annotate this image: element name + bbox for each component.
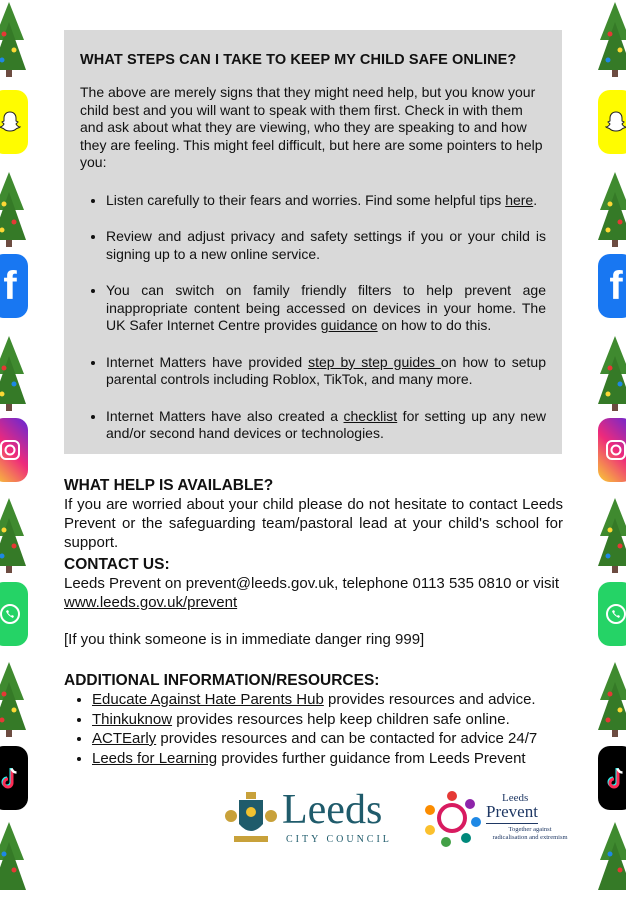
thinkuknow-link[interactable]: Thinkuknow <box>92 710 173 728</box>
contact-section <box>64 555 563 649</box>
council-subtitle: CITY COUNCIL <box>286 834 392 845</box>
steps-heading: WHAT STEPS CAN I TAKE TO KEEP MY CHILD SAFE ONLINE? <box>80 52 517 68</box>
help-section <box>64 476 563 552</box>
instagram-icon <box>0 418 28 482</box>
snapchat-icon <box>598 90 626 154</box>
council-name: Leeds <box>282 787 383 833</box>
snapchat-icon <box>0 90 28 154</box>
danger-note: [If you think someone is in immediate danger ring 999] <box>64 631 425 648</box>
here-link[interactable]: here <box>505 191 534 208</box>
resources-section <box>64 671 563 768</box>
christmas-tree-icon <box>0 170 28 248</box>
resources-list <box>64 690 563 768</box>
christmas-tree-icon <box>0 496 28 574</box>
steps-intro: The above are merely signs that they might need help, but you know your child best and you will want to speak with them first. Check in with them and ask about what they are viewing, who they are speaking to and how they are feeling. This might feel difficult, but here are some pointers to help you: <box>80 84 543 170</box>
christmas-tree-icon <box>0 660 28 738</box>
christmas-tree-icon <box>596 496 626 574</box>
left-decorative-border <box>0 0 38 880</box>
prevent-tagline: Together against radicalisation and extremism <box>492 826 568 841</box>
actearly-link[interactable]: ACTEarly <box>92 730 157 747</box>
facebook-icon: f <box>598 254 626 318</box>
steps-list <box>80 192 546 443</box>
guidance-link[interactable]: guidance <box>320 317 378 333</box>
christmas-tree-icon <box>0 0 28 78</box>
tiktok-icon <box>598 746 626 810</box>
prevent-figures-logo-icon <box>422 788 482 848</box>
resource-item: • Leeds for Learning provides further guidance from Leeds Prevent <box>92 749 563 769</box>
help-text: If you are worried about your child please do not hesitate to contact Leeds Prevent or the safeguarding team/pastoral lead at your child's school for support. <box>64 496 563 551</box>
help-heading: WHAT HELP IS AVAILABLE? <box>64 477 274 494</box>
step-item: • You can switch on family friendly filters to help prevent age inappropriate content being accessed on devices in your home. The UK Safer Internet Centre provides guidance on how to do this. <box>106 282 546 335</box>
step-by-step-guides-link[interactable]: step by step guides <box>308 353 441 370</box>
council-crest-icon <box>222 790 280 848</box>
step-item: • Internet Matters have also created a checklist for setting up any new and/or second hand devices or technologies. <box>106 408 546 443</box>
instagram-icon <box>598 418 626 482</box>
facebook-icon: f <box>0 254 28 318</box>
step-item: • Listen carefully to their fears and worries. Find some helpful tips here. <box>106 192 546 210</box>
christmas-tree-icon <box>596 660 626 738</box>
footer-logos <box>222 786 572 852</box>
resource-item: • Educate Against Hate Parents Hub provides resources and advice. <box>92 690 563 710</box>
contact-text: Leeds Prevent on prevent@leeds.gov.uk, telephone 0113 535 0810 or visit www.leeds.gov.uk/prevent <box>64 575 560 611</box>
resource-item: • Thinkuknow provides resources help keep children safe online. <box>92 710 563 730</box>
prevent-website-link[interactable]: www.leeds.gov.uk/prevent <box>64 594 238 611</box>
christmas-tree-icon <box>0 820 28 898</box>
educate-against-hate-link[interactable]: Educate Against Hate Parents Hub <box>92 691 324 708</box>
whatsapp-icon <box>598 582 626 646</box>
step-item: • Review and adjust privacy and safety settings if you or your child is signing up to a new online service. <box>106 228 546 263</box>
resource-item: • ACTEarly provides resources and can be contacted for advice 24/7 <box>92 729 563 749</box>
step-item: • Internet Matters have provided step by step guides on how to setup parental controls including Roblox, TikTok, and many more. <box>106 354 546 389</box>
christmas-tree-icon <box>596 820 626 898</box>
resources-heading: ADDITIONAL INFORMATION/RESOURCES: <box>64 672 380 689</box>
christmas-tree-icon <box>596 334 626 412</box>
checklist-link[interactable]: checklist <box>343 407 398 424</box>
right-decorative-border <box>588 0 626 880</box>
whatsapp-icon <box>0 582 28 646</box>
christmas-tree-icon <box>596 0 626 78</box>
leeds-for-learning-link[interactable]: Leeds for Learning <box>92 749 218 767</box>
safety-steps-box <box>64 30 562 454</box>
christmas-tree-icon <box>0 334 28 412</box>
prevent-logo-main: Prevent <box>486 802 538 824</box>
contact-heading: CONTACT US: <box>64 556 170 573</box>
prevent-logo-top: Leeds <box>502 792 529 804</box>
christmas-tree-icon <box>596 170 626 248</box>
tiktok-icon <box>0 746 28 810</box>
